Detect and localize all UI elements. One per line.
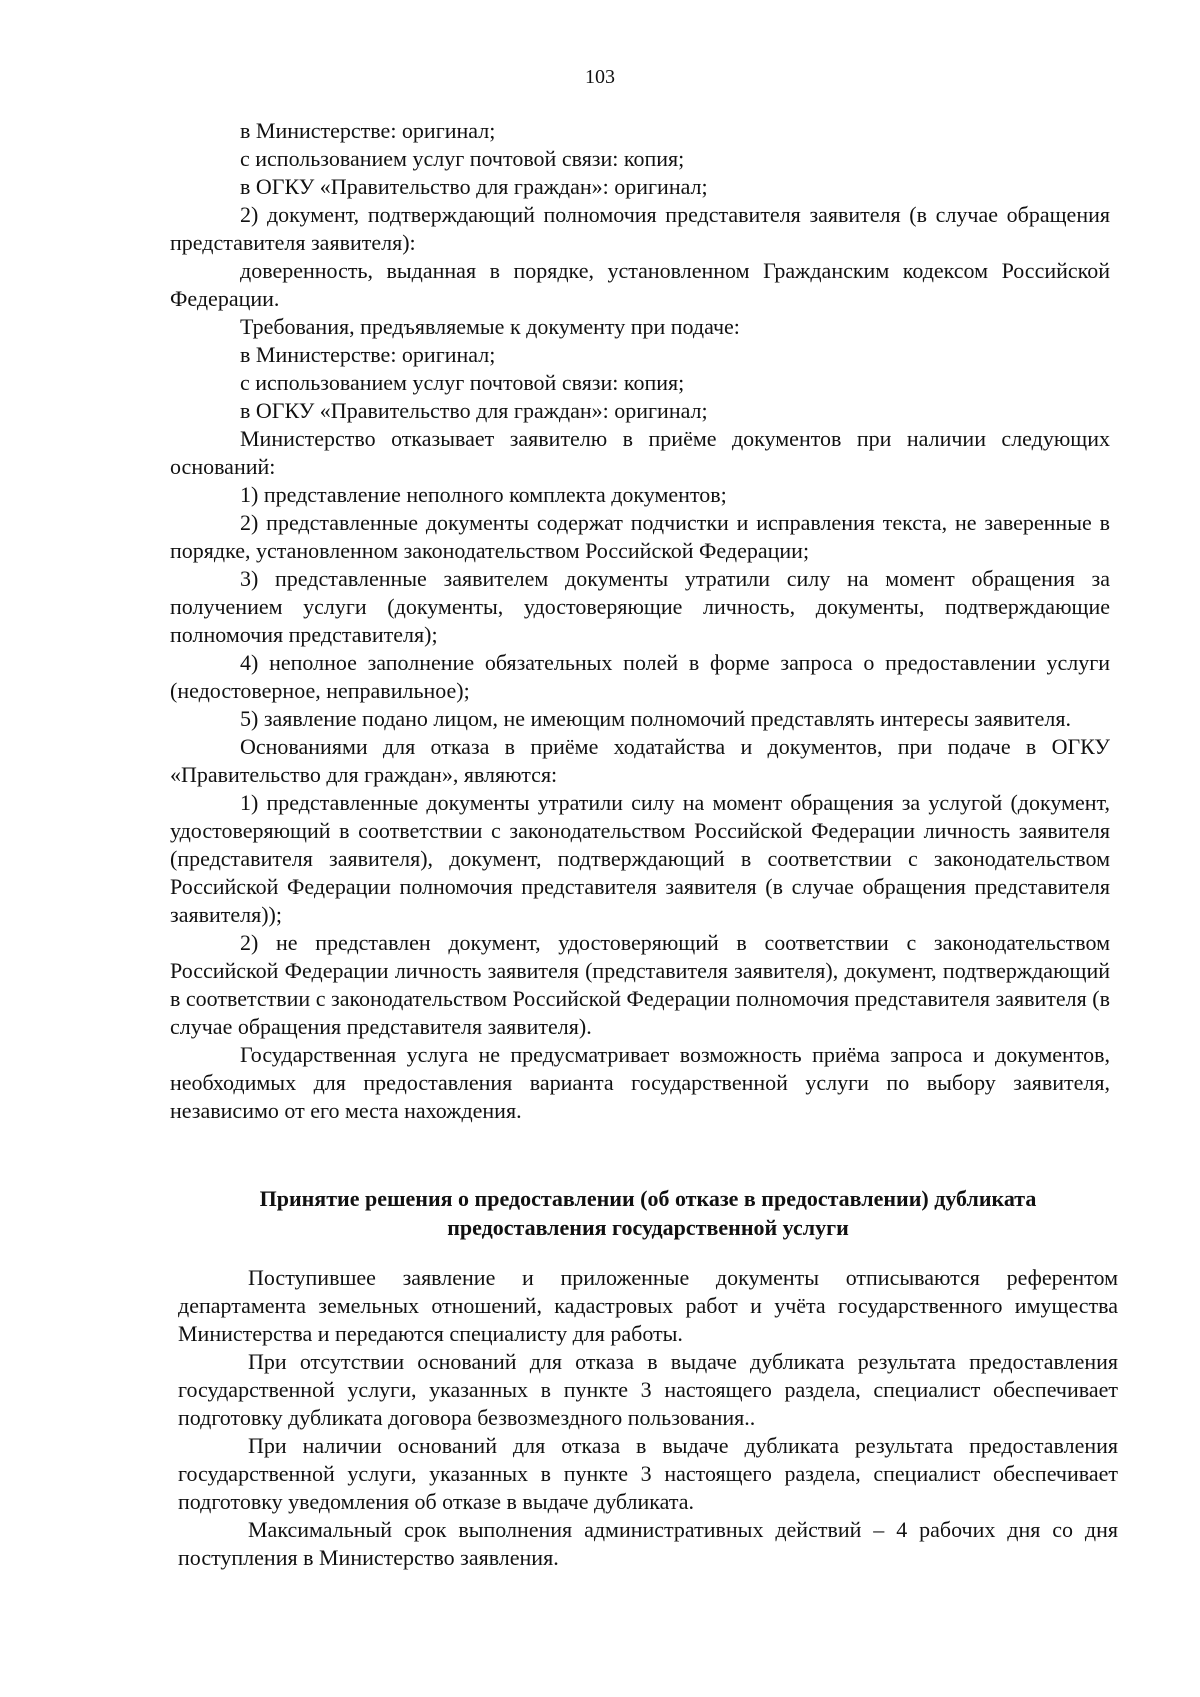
paragraph: 2) не представлен документ, удостоверяющий в соответствии с законодательством Российской Федерации личность заявителя (представителя заявителя), документ, подтверждающий в соответствии с законодательством Российской Федерации полномочия представителя заявителя (в случае обращения представителя заявителя). (170, 930, 1110, 1039)
paragraph: 3) представленные заявителем документы утратили силу на момент обращения за получением услуги (документы, удостоверяющие личность, документы, подтверждающие полномочия представителя); (170, 566, 1110, 647)
paragraph: Министерство отказывает заявителю в приёме документов при наличии следующих оснований: (170, 426, 1110, 479)
page-number: 103 (585, 66, 615, 88)
paragraph: в Министерстве: оригинал; (240, 118, 496, 143)
paragraph: При наличии оснований для отказа в выдаче дубликата результата предоставления государственной услуги, указанных в пункте 3 настоящего раздела, специалист обеспечивает подготовку уведомления об отказе в выдаче дубликата. (178, 1433, 1118, 1514)
section-title-line: Принятие решения о предоставлении (об отказе в предоставлении) дубликата (259, 1186, 1037, 1211)
paragraph: 1) представление неполного комплекта документов; (240, 482, 727, 507)
paragraph: с использованием услуг почтовой связи: копия; (240, 370, 685, 395)
body-text-bottom (178, 1264, 1118, 1572)
paragraph: с использованием услуг почтовой связи: копия; (240, 146, 685, 171)
paragraph: доверенность, выданная в порядке, установленном Гражданским кодексом Российской Федерации. (170, 258, 1110, 311)
paragraph: Поступившее заявление и приложенные документы отписываются референтом департамента земельных отношений, кадастровых работ и учёта государственного имущества Министерства и передаются специалисту для работы. (178, 1265, 1118, 1346)
paragraph: 1) представленные документы утратили силу на момент обращения за услугой (документ, удостоверяющий в соответствии с законодательством Российской Федерации личность заявителя (представителя заявителя), документ, подтверждающий в соответствии с законодательством Российской Федерации полномочия представителя заявителя (в случае обращения представителя заявителя)); (170, 790, 1110, 927)
paragraph: Максимальный срок выполнения административных действий – 4 рабочих дня со дня поступления в Министерство заявления. (178, 1517, 1118, 1570)
paragraph: 4) неполное заполнение обязательных полей в форме запроса о предоставлении услуги (недостоверное, неправильное); (170, 650, 1110, 703)
paragraph: Основаниями для отказа в приёме ходатайства и документов, при подаче в ОГКУ «Правительство для граждан», являются: (170, 734, 1110, 787)
section-title-line: предоставления государственной услуги (447, 1215, 849, 1240)
paragraph: 2) документ, подтверждающий полномочия представителя заявителя (в случае обращения представителя заявителя): (170, 202, 1110, 255)
paragraph: в ОГКУ «Правительство для граждан»: оригинал; (240, 174, 708, 199)
paragraph: Государственная услуга не предусматривает возможность приёма запроса и документов, необходимых для предоставления варианта государственной услуги по выбору заявителя, независимо от его места нахождения. (170, 1042, 1110, 1123)
section-title (178, 1184, 1118, 1242)
paragraph: 2) представленные документы содержат подчистки и исправления текста, не заверенные в порядке, установленном законодательством Российской Федерации; (170, 510, 1110, 563)
paragraph: При отсутствии оснований для отказа в выдаче дубликата результата предоставления государственной услуги, указанных в пункте 3 настоящего раздела, специалист обеспечивает подготовку дубликата договора безвозмездного пользования.. (178, 1349, 1118, 1430)
body-text-top (170, 117, 1110, 1125)
paragraph: в Министерстве: оригинал; (240, 342, 496, 367)
paragraph: в ОГКУ «Правительство для граждан»: оригинал; (240, 398, 708, 423)
paragraph: 5) заявление подано лицом, не имеющим полномочий представлять интересы заявителя. (240, 706, 1071, 731)
paragraph: Требования, предъявляемые к документу при подаче: (240, 314, 740, 339)
